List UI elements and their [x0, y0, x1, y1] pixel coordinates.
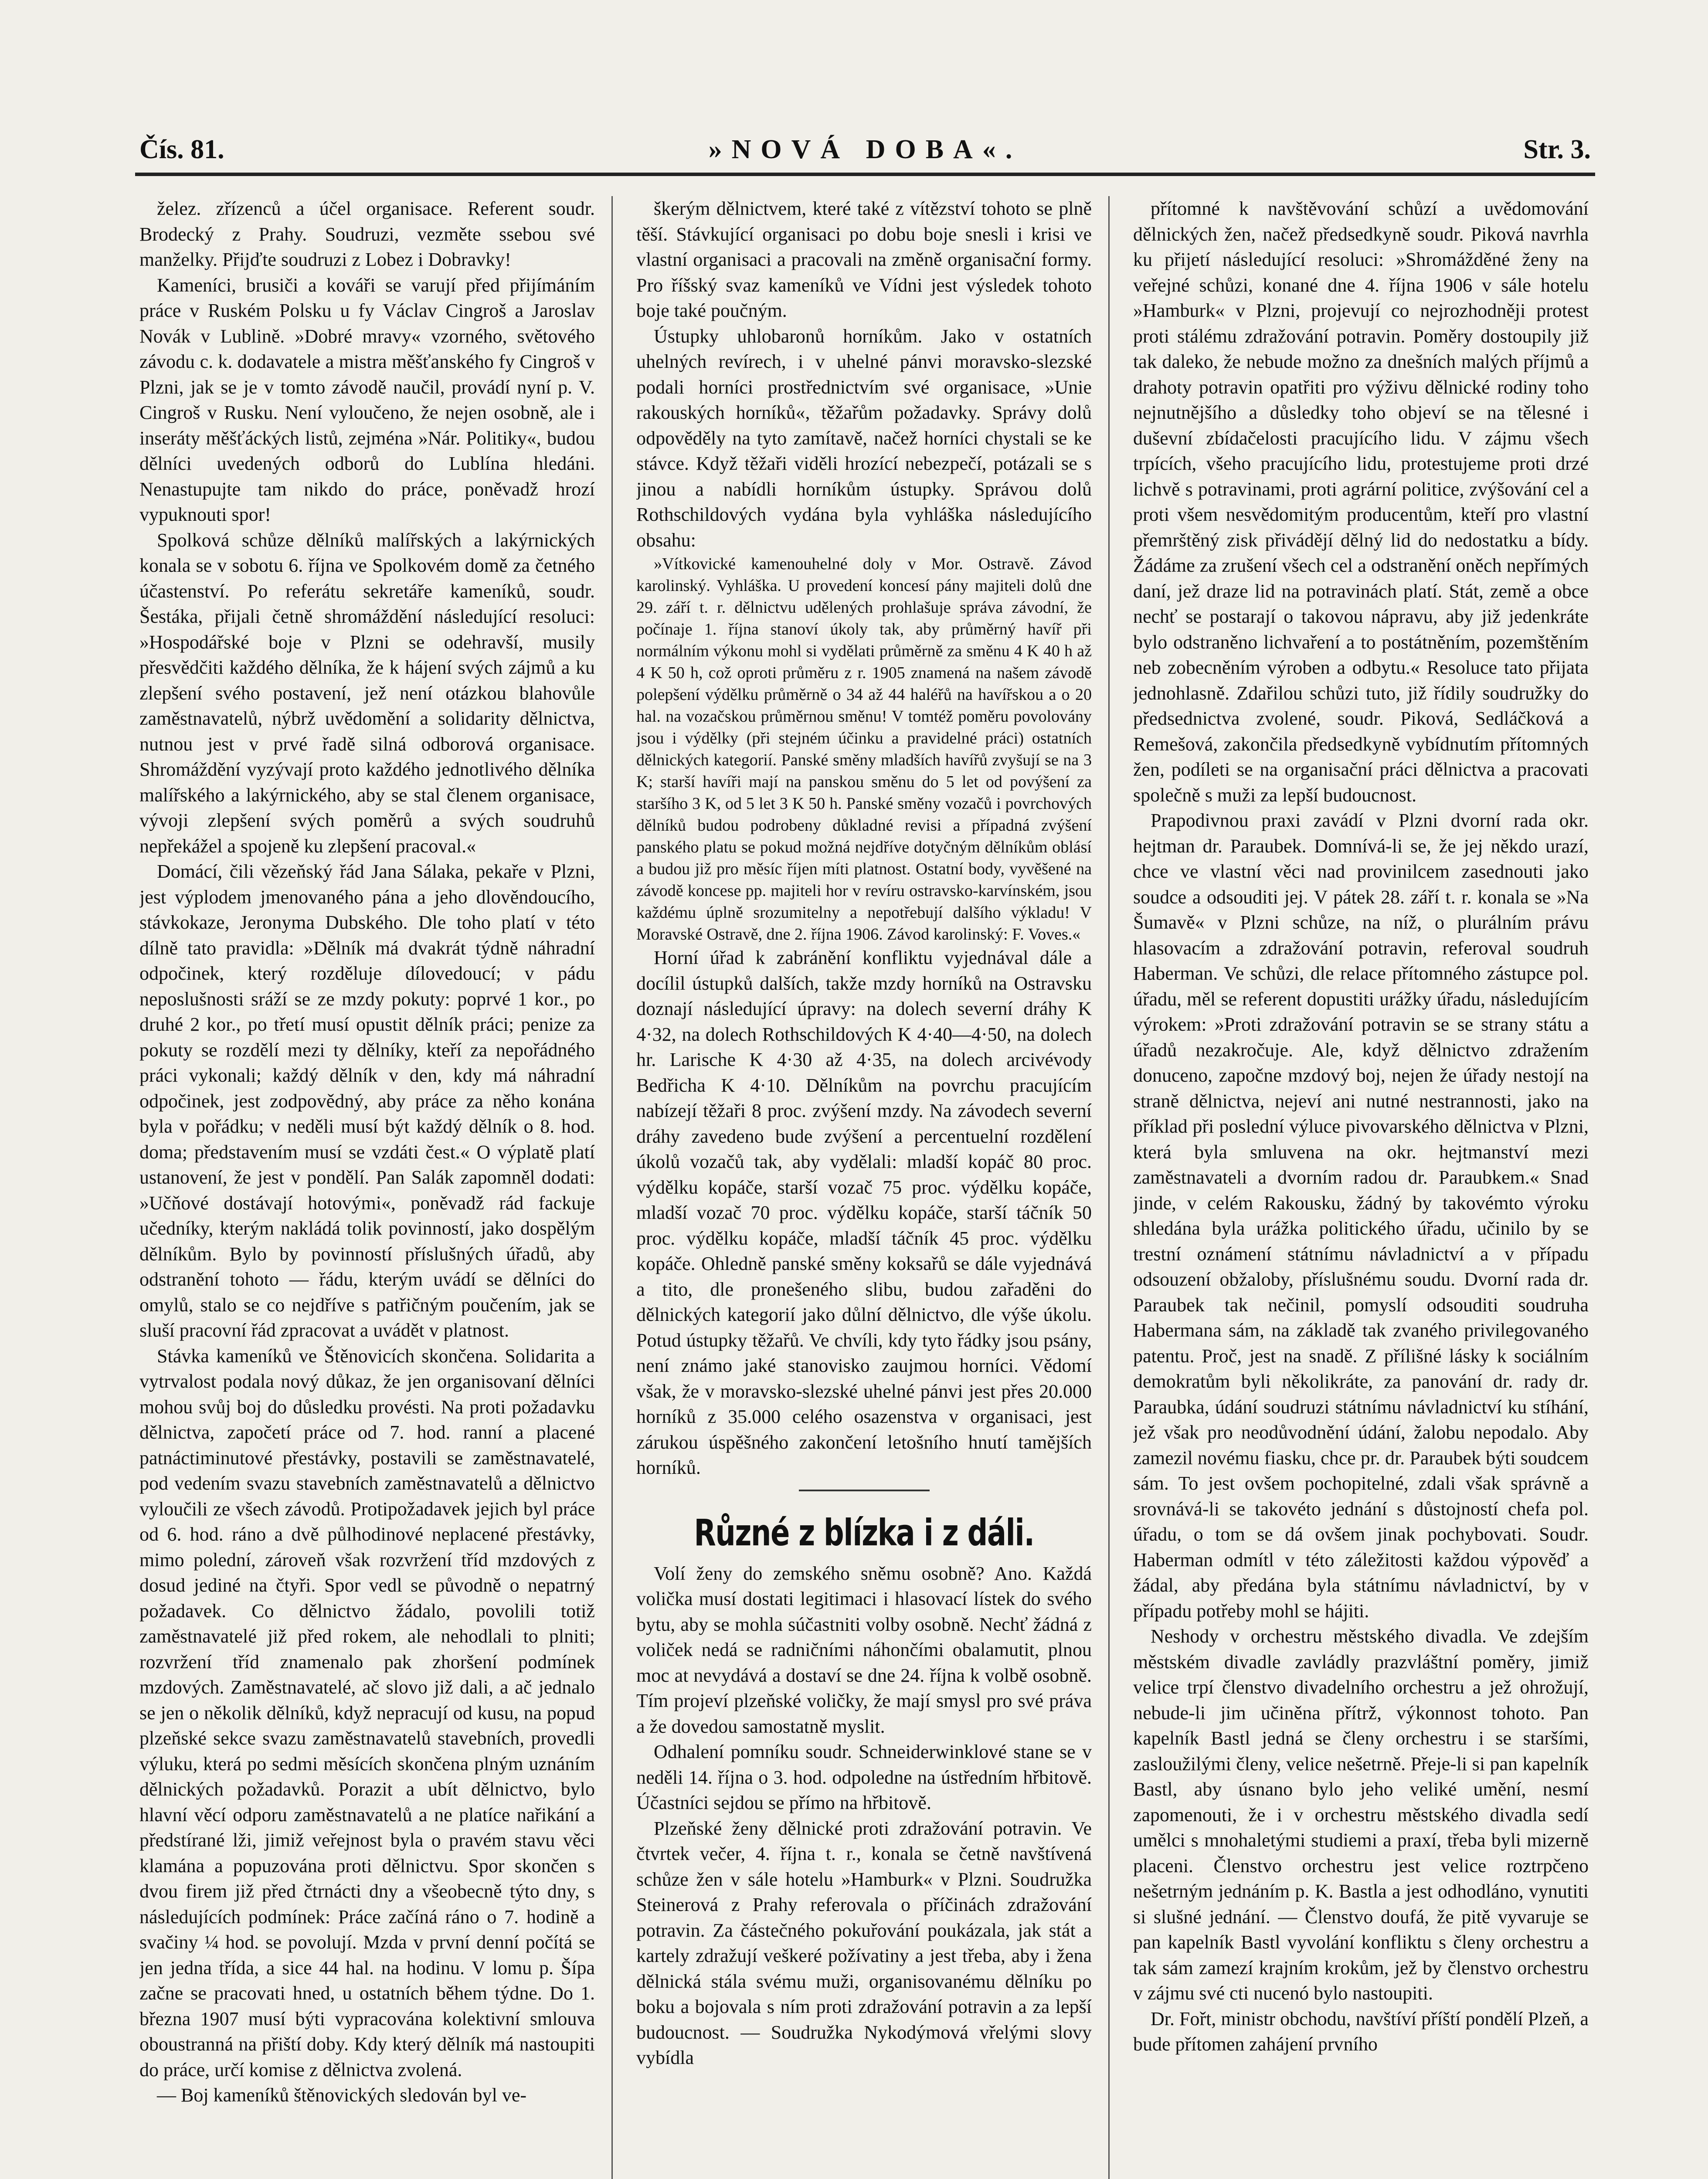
- masthead: [139, 131, 1591, 170]
- article-paragraph: Volí ženy do zemského sněmu osobně? Ano. Každá volička musí dostati legitimaci i hlasovací lístek do svého bytu, aby se mohla súčastniti volby osobně. Nechť žádná z voliček nedá se radničními náhončími obalamutit, plnou moc at nevydává a dostaví se dne 24. října k volbě osobně. Tím projeví plzeňské voličky, že mají smysl pro své práva a že dovedou samostatně myslit.: [636, 1562, 1092, 1737]
- column-divider: [1108, 196, 1110, 2179]
- header-rule: [135, 173, 1595, 176]
- article-paragraph: Odhalení pomníku soudr. Schneiderwinklové stane se v neděli 14. října o 3. hod. odpoledne na ústředním hřbitově. Účastníci sejdou se přímo na hřbitově.: [636, 1741, 1092, 1813]
- article-paragraph: Horní úřad k zabránění konfliktu vyjednával dále a docílil ústupků dalších, takže mzdy horníků na Ostravsku doznají následující úpravy: na dolech severní dráhy K 4·32, na dolech Rothschildových K 4·40—4·50, na dolech hr. Larische K 4·30 až 4·35, na dolech arcivévody Bedřicha K 4·10. Dělníkům na povrchu pracujícím nabízejí těžaři 8 proc. zvýšení mzdy. Na závodech severní dráhy zavedeno bude zvýšení a percentuelní rozdělení úkolů vozačů tak, aby vydělali: mladší kopáč 80 proc. výdělku kopáče, starší vozač 75 proc. výdělku kopáče, mladší vozač 70 proc. výdělku kopáče, starší táčník 50 proc. výdělku kopáče, mladší táčník 45 proc. výdělku kopáče. Ohledně panské směny koksařů se dále vyjednává a tito, dle pronešeného slibu, budou zařaděni do dělnických kategorií jako důlní dělnictvo, dle výše úkolu. Potud ústupky těžařů. Ve chvíli, kdy tyto řádky jsou psány, není známo jaké stanovisko zaujmou horníci. Vědomí však, že v moravsko-slezské uhelné pánvi jest přes 20.000 horníků z 35.000 celého osazenstva v organisaci, jest zárukou úspěšného zakončení letošního hnutí tamějších horníků.: [636, 947, 1092, 1478]
- article-paragraph: — Boj kameníků štěnovických sledován byl ve-: [157, 2084, 527, 2106]
- article-paragraph: škerým dělnictvem, které také z vítězství tohoto se plně těší. Stávkující organisaci po dobu boje snesli i krisi ve vlastní organisaci a pracovali na změně organisační formy. Pro říšský svaz kameníků ve Vídni jest výsledek tohoto boje také poučným.: [636, 198, 1092, 321]
- page-number: Str. 3.: [1523, 135, 1591, 164]
- article-paragraph: Ústupky uhlobaronů horníkům. Jako v ostatních uhelných revírech, i v uhelné pánvi moravsko-slezské podali horníci prostřednictvím své organisace, »Unie rakouských horníků«, těžařům požadavky. Správy dolů odpověděly na tyto zamítavě, načež horníci chystali se ke stávce. Když těžaři viděli hrozící nebezpečí, potázali se s jinou a nabídli horníkům ústupky. Správou dolů Rothschildových vydána byla vyhláška následujícího obsahu:: [636, 325, 1092, 551]
- article-paragraph: Stávka kameníků ve Štěnovicích skončena. Solidarita a vytrvalost podala nový důkaz, že jen organisovaní dělníci mohou svůj boj do důsledku provésti. Na proti požadavku dělnictva, započetí práce od 7. hod. ranní a placené patnáctiminutové přestávky, postavili se zaměstnavatelé, pod vedením svazu stavebních zaměstnavatelů a dělnictvo vyloučili ze všech závodů. Protipožadavek jejich byl práce od 6. hod. ráno a dvě půlhodinové neplacené přestávky, mimo polední, zároveň však rozvržení tříd mzdových z dosud jediné na čtyři. Spor vedl se původně o nepatrný požadavek. Co dělnictvo žádalo, povolili totiž zaměstnavatelé již před rokem, ale nehodlali to plniti; rozvržení tříd znamenalo pak zhoršení podmínek mzdových. Zaměstnavatelé, ač slovo již dali, a ač jednalo se jen o několik dělníků, když nepracují od kusu, na popud plzeňské sekce svazu zaměstnavatelů stavebních, provedli výluku, která po sedmi měsících skončena plným uznáním dělnických požadavků. Porazit a ubít dělnictvo, bylo hlavní věcí odporu zaměstnavatelů a ne platíce nařikání a předstírané lži, jimiž veřejnost byla o pravém stavu věci klamána a popuzována proti dělnictvu. Spor skončen s dvou firem již před čtrnácti dny a všeobecně týto dny, s následujících podmínek: Práce začíná ráno o 7. hodině a svačiny ¼ hod. se povolují. Mzda v první denní počítá se jen jedna třída, a sice 44 hal. na hodinu. V lomu p. Šípa začne se pracovati hned, u ostatních během týdne. Do 1. března 1907 musí býti vypracována kolektivní smlouva oboustranná na přiští doby. Kdy který dělník má nastoupiti do práce, určí komise z dělnictva zvolená.: [139, 1345, 595, 2081]
- column-divider: [611, 196, 613, 2179]
- newspaper-title: »NOVÁ DOBA«.: [708, 135, 1022, 164]
- newspaper-page: [105, 131, 1591, 2179]
- issue-number: Čís. 81.: [139, 135, 224, 164]
- article-paragraph: Prapodivnou praxi zavádí v Plzni dvorní rada okr. hejtman dr. Paraubek. Domnívá-li se, že jej někdo urazí, chce ve vlastní věci nad provinilcem zasednouti jako soudce a odsouditi jej. V pátek 28. září t. r. konala se »Na Šumavě« v Plzni schůze, na níž, o plurálním právu hlasovacím a zdražování potravin, referoval soudruh Haberman. Ve schůzi, dle relace přítomného zástupce pol. úřadu, měl se referent dopustiti urážky úřadu, následujícím výrokem: »Proti zdražování potravin se se strany státu a úřadů nezakročuje. Ale, když dělnictvo zdražením donuceno, započne mzdový boj, nejen že úřady nestojí na straně dělnictva, nejeví ani nutné nestrannosti, jako na příklad při poslední výluce pivovarského dělnictva v Plzni, která byla smluvena na okr. hejtmanství mezi zaměstnavateli a dvorním radou dr. Paraubkem.« Snad jinde, v celém Rakousku, žádný by takovémto výroku shledána byla urážka politického úřadu, učinilo by se trestní oznámení státnímu návladnictví a v případu odsouzení obžaloby, příslušnému soudu. Dvorní rada dr. Paraubek tak nečinil, pomyslí odsouditi soudruha Habermana sám, na základě tak zvaného privilegovaného patentu. Proč, jest na snadě. Z přílišné lásky k sociálním demokratům byli několikráte, za panování dr. rady dr. Paraubka, údání soudruzi státnímu návladnictví ku stíhání, jež však pro neodůvodnění údání, žalobu nepodalo. Aby zamezil novému fiasku, chce pr. dr. Paraubek býti soudcem sám. To jest ovšem pochopitelné, zdali však správně a srovnává-li se takovéto jednání s důstojností chefa pol. úřadu, o tom se dá ovšem jinak pochybovati. Soudr. Haberman odmítl v této záležitosti každou výpověď a žádal, aby předána byla státnímu návladnictví, by v případu potřeby mohl se hájiti.: [1133, 810, 1589, 1622]
- article-paragraph: Kameníci, brusiči a kováři se varují před přijímáním práce v Ruském Polsku u fy Václav Cingroš a Jaroslav Novák v Lublině. »Dobré mravy« vzorného, světového závodu c. k. dodavatele a mistra měšťanského fy Cingroš v Plzni, jak se je v tomto závodě naučil, provádí nyní p. V. Cingroš v Rusku. Není vyloučeno, že nejen osobně, ale i inseráty měšťáckých listů, zejména »Nár. Politiky«, budou dělníci uvedených odborů do Lublína hledáni. Nenastupujte tam nikdo do práce, poněvadž hrozí vypuknouti spor!: [139, 274, 595, 525]
- column-1: [139, 196, 595, 2179]
- article-paragraph: Plzeňské ženy dělnické proti zdražování potravin. Ve čtvrtek večer, 4. října t. r., konala se četně navštívená schůze žen v sále hotelu »Hamburk« v Plzni. Soudružka Steinerová z Prahy referovala o příčinách zdražování potravin. Za částečného pokuřování poukázala, jak stát a kartely zdražují veškeré požívatiny a jest třeba, aby i žena dělnická stála svému muži, organisovanému dělníku po boku a bojovala s ním proti zdražování potravin a za lepší budoucnost. — Soudružka Nykodýmová vřelými slovy vybídla: [636, 1817, 1092, 2068]
- column-3: [1133, 196, 1589, 2179]
- article-paragraph: přítomné k navštěvování schůzí a uvědomování dělnických žen, načež předsedkyně soudr. Piková navrhla ku přijetí následující resoluci: »Shromážděné ženy na veřejné schůzi, konané dne 4. října 1906 v sále hotelu »Hamburk« v Plzni, projevují co nejrozhodněji protest proti stálému zdražování potravin. Poměry dostoupily již tak daleko, že nebude možno za dnešních malých příjmů a drahoty potravin opatřiti pro výživu dělnické rodiny toho nejnutnějšího a důsledky toho objeví se na tělesné i duševní zbídačelosti pracujícího lidu. V zájmu všech trpících, všeho pracujícího lidu, protestujeme proti drzé lichvě s potravinami, proti agrární politice, zvýšování cel a proti všem nesvědomitým producentům, kteří pro vlastní přemrštěný zisk přivádějí dělný lid do nedostatku a bídy. Žádáme za zrušení všech cel a odstranění oněch nepřímých daní, jež draze lid na potravinách platí. Stát, země a obce nechť se postarají o takovou nápravu, aby již jedenkráte bylo odstraněno lichvaření a to postátněním, pozemštěním neb zobecněním výroben a odbytu.« Resoluce tato přijata jednohlasně. Zdařilou schůzi tuto, již řídily soudružky do předsednictva zvolené, soudr. Piková, Sedláčková a Remešová, zakončila předsedkyně vybídnutím přítomných žen, podíleti se na organisační práci dělnictva a pracovati společně s muži za lepší budoucnost.: [1133, 198, 1589, 806]
- section-heading: Různé z blízka i z dáli.: [694, 1511, 1034, 1554]
- article-paragraph: Neshody v orchestru městského divadla. Ve zdejším městském divadle zavládly prazvláštní poměry, jimiž velice trpí členstvo divadelního orchestru a jež ohrožují, nebude-li jim učiněna přítrž, výkonnost tohoto. Pan kapelník Bastl jedná se členy orchestru i se staršími, zasloužilými členy, velice nešetrně. Přeje-li si pan kapelník Bastl, aby úsnano bylo jeho veliké umění, nesmí zapomenouti, že i v orchestru městského divadla sedí umělci s mnohaletými studiemi a praxí, třeba byli mizerně placeni. Členstvo orchestru jest velice roztrpčeno nešetrným jednáním p. K. Bastla a jest odhodláno, vynutiti si slušné jednání. — Členstvo doufá, že pitě vyvaruje se pan kapelník Bastl vyvolání konfliktu s členy orchestru a tak sám zamezí krajním krokům, jež by členstvo orchestru v zájmu své cti nucenó bylo nastoupiti.: [1133, 1626, 1589, 2004]
- article-paragraph: Domácí, čili vězeňský řád Jana Sálaka, pekaře v Plzni, jest výplodem jmenovaného pána a jeho dlověndoucího, stávkokaze, Jeronyma Dubského. Dle toho platí v této dílně tato pravidla: »Dělník má dvakrát týdně náhradní odpočinek, který rozděluje dílovedoucí; v pádu neposlušnosti sráží se ze mzdy pokuty: poprvé 1 kor., po druhé 2 kor., po třetí musí opustit dělník práci; penize za pokuty se rozdělí mezi ty dělníky, kteří za nepořádného práci vykonali; každý dělník v den, kdy má náhradní odpočinek, jest zodpovědný, aby práce za něho konána byla v pořádku; v neděli musí být každý dělník o 8. hod. doma; představením musí se vzdáti čest.« O výplatě platí ustanovení, že jest v pondělí. Pan Salák zapomněl dodati: »Učňové dostávají hotovými«, poněvadž rád fackuje učedníky, kterým nakládá tolik povinností, jako dospělým dělníkům. Bylo by povinností příslušných úřadů, aby odstranění tohoto — řádu, kterým uvádí se dělníci do omylů, stalo se co nejdříve s patřičným poučením, jak se sluší pracovní řád zpracovat a uvádět v platnost.: [139, 861, 595, 1341]
- article-paragraph: želez. zřízenců a účel organisace. Referent soudr. Brodecký z Prahy. Soudruzi, vezměte ssebou své manželky. Přijďte soudruzi z Lobez i Dobravky!: [139, 198, 595, 270]
- article-paragraph: Dr. Fořt, ministr obchodu, navštíví příští pondělí Plzeň, a bude přítomen zahájení prvního: [1133, 2008, 1589, 2055]
- article-paragraph: Spolková schůze dělníků malířských a lakýrnických konala se v sobotu 6. října ve Spolkovém domě za četného účastenství. Po referátu sekretáře kameníků, soudr. Šestáka, přijali četně shromáždění následující resoluci: »Hospodářské boje v Plzni se odehravší, musily přesvědčiti každého dělníka, že k hájení svých zájmů a ku zlepšení svého postavení, jež není otázkou blahovůle zaměstnavatelů, nýbrž uvědomění a solidarity dělnictva, nutnou jest v prvé řadě silná odborová organisace. Shromáždění vyzývají proto každého jednotlivého dělníka malířského a lakýrnického, aby se stal členem organisace, vývoji zlepšení svých poměrů a svých soudruhů nepřekážel a spojeně ku zlepšení pracoval.«: [139, 529, 595, 857]
- column-2: [636, 196, 1092, 2179]
- section-divider: [799, 1490, 930, 1491]
- notice-quote: »Vítkovické kamenouhelné doly v Mor. Ostravě. Závod karolinský. Vyhláška. U provedení koncesí pány majiteli dolů dne 29. září t. r. dělnictvu udělených prohlašuje správa závodní, že počínaje 1. října stanoví úkoly tak, aby průměrný havíř při normálním výkonu mohl si vydělati průměrně za směnu 4 K 40 h až 4 K 50 h, což oproti průměru z r. 1905 znamená na našem závodě polepšení výdělku průměrně o 34 až 44 haléřů na havířskou a o 20 hal. na vozačskou průměrnou směnu! V tomtéž poměru povolovány jsou i výdělky (při stejném účinku a pravidelné práci) ostatních dělnických kategorií. Panské směny mladších havířů zvyšují se na 3 K; starší havíři mají na panskou směnu do 5 let od povýšení za staršího 3 K, od 5 let 3 K 50 h. Panské směny vozačů i povrchových dělníků budou podrobeny důkladné revisi a případná zvýšení panského platu se pokud možná nejdříve dotyčným dělníkům oblásí a budou již pro měsíc říjen míti platnost. Ostatní body, vyvěšené na závodě koncese pp. majiteli hor v revíru ostravsko-karvínském, jsou každému úplně srozumitelny a nepotřebují dalšího výkladu! V Moravské Ostravě, dne 2. října 1906. Závod karolinský: F. Voves.«: [636, 555, 1092, 944]
